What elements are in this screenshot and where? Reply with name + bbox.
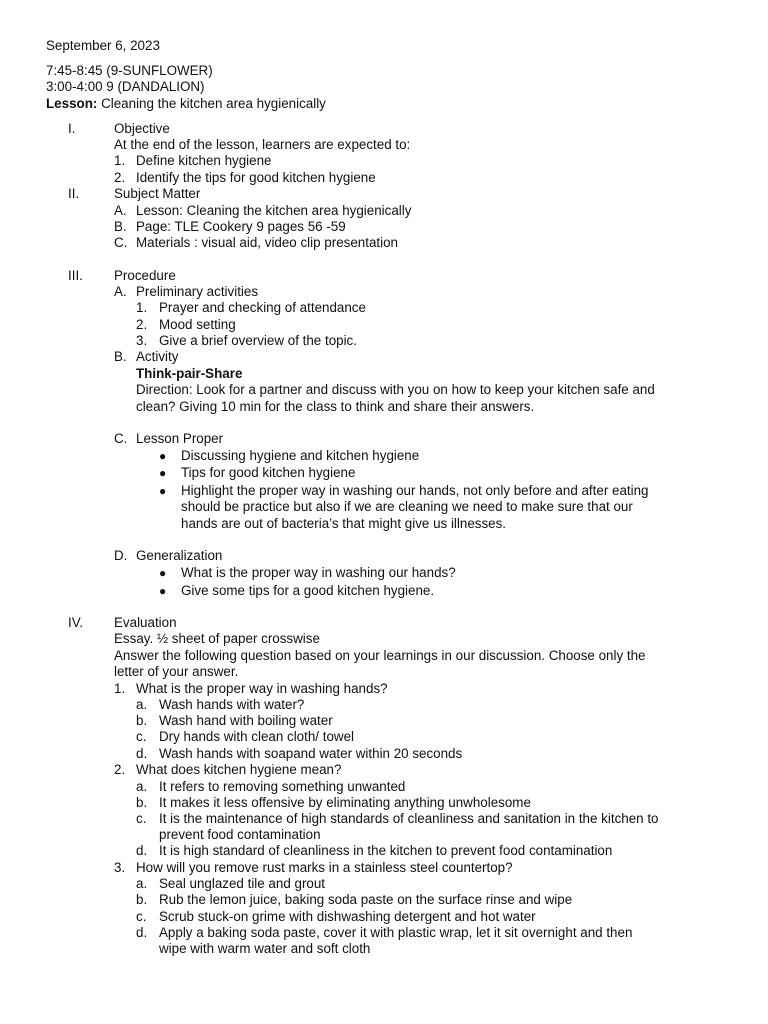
evaluation-essay-note: Essay. ½ sheet of paper crosswise bbox=[114, 631, 320, 646]
choice-text: It makes it less offensive by eliminating anything unwholesome bbox=[159, 795, 531, 810]
choice-letter: c. bbox=[136, 909, 147, 924]
list-marker: B. bbox=[114, 219, 127, 234]
choice-text: Scrub stuck-on grime with dishwashing detergent and hot water bbox=[159, 909, 536, 924]
preliminary-item: Prayer and checking of attendance bbox=[159, 300, 366, 315]
section-title-procedure: Procedure bbox=[114, 268, 176, 283]
subject-matter-item: Lesson: Cleaning the kitchen area hygienically bbox=[136, 203, 412, 218]
list-marker: A. bbox=[114, 203, 127, 218]
schedule-line: 3:00-4:00 9 (DANDALION) bbox=[46, 79, 205, 94]
choice-letter: c. bbox=[136, 729, 147, 744]
choice-text: It refers to removing something unwanted bbox=[159, 779, 406, 794]
list-marker: 1. bbox=[114, 153, 126, 168]
generalization-item: What is the proper way in washing our hands? bbox=[181, 565, 456, 580]
list-marker: D. bbox=[114, 548, 128, 563]
list-marker: C. bbox=[114, 431, 128, 446]
section-numeral: III. bbox=[68, 268, 83, 283]
section-title-evaluation: Evaluation bbox=[114, 615, 177, 630]
question-text: What is the proper way in washing hands? bbox=[136, 681, 388, 696]
choice-letter: d. bbox=[136, 925, 148, 940]
choice-text: Rub the lemon juice, baking soda paste on the surface rinse and wipe bbox=[159, 892, 573, 907]
section-title-objective: Objective bbox=[114, 121, 170, 136]
subsection-title-lesson-proper: Lesson Proper bbox=[136, 431, 224, 446]
subsection-title-preliminary: Preliminary activities bbox=[136, 284, 259, 299]
choice-text: Apply a baking soda paste, cover it with plastic wrap, let it sit overnight and then bbox=[159, 925, 633, 940]
lesson-proper-item: Tips for good kitchen hygiene bbox=[181, 465, 356, 480]
choice-text-continued: wipe with warm water and soft cloth bbox=[159, 941, 371, 956]
objective-item: Identify the tips for good kitchen hygiene bbox=[136, 170, 376, 185]
preliminary-item: Mood setting bbox=[159, 317, 236, 332]
activity-direction-line: Direction: Look for a partner and discuss with you on how to keep your kitchen safe and bbox=[136, 382, 655, 397]
lesson-proper-item: Discussing hygiene and kitchen hygiene bbox=[181, 448, 420, 463]
evaluation-instructions-line: letter of your answer. bbox=[114, 664, 239, 679]
schedule-line: 7:45-8:45 (9-SUNFLOWER) bbox=[46, 63, 213, 78]
choice-letter: d. bbox=[136, 746, 148, 761]
list-marker: 2. bbox=[114, 170, 126, 185]
section-numeral: I. bbox=[68, 121, 76, 136]
section-numeral: II. bbox=[68, 186, 80, 201]
choice-text: Wash hands with water? bbox=[159, 697, 305, 712]
bullet-icon: ● bbox=[159, 484, 167, 498]
choice-letter: b. bbox=[136, 713, 148, 728]
objective-item: Define kitchen hygiene bbox=[136, 153, 272, 168]
bullet-icon: ● bbox=[159, 566, 167, 580]
choice-letter: a. bbox=[136, 876, 148, 891]
lesson-proper-item-continued: should be practice but also if we are cleaning we need to make sure that our bbox=[181, 499, 633, 514]
lesson-title: Cleaning the kitchen area hygienically bbox=[101, 96, 326, 111]
activity-direction-line: clean? Giving 10 min for the class to think and share their answers. bbox=[136, 399, 535, 414]
question-text: How will you remove rust marks in a stainless steel countertop? bbox=[136, 860, 513, 875]
lesson-proper-item: Highlight the proper way in washing our hands, not only before and after eating bbox=[181, 483, 649, 498]
preliminary-item: Give a brief overview of the topic. bbox=[159, 333, 357, 348]
subject-matter-item: Page: TLE Cookery 9 pages 56 -59 bbox=[136, 219, 346, 234]
question-number: 2. bbox=[114, 762, 126, 777]
choice-letter: a. bbox=[136, 779, 148, 794]
choice-text: Dry hands with clean cloth/ towel bbox=[159, 729, 355, 744]
list-marker: 1. bbox=[136, 300, 148, 315]
subsection-title-generalization: Generalization bbox=[136, 548, 223, 563]
choice-text: Wash hand with boiling water bbox=[159, 713, 333, 728]
choice-text-continued: prevent food contamination bbox=[159, 827, 321, 842]
bullet-icon: ● bbox=[159, 466, 167, 480]
document-date: September 6, 2023 bbox=[46, 38, 160, 53]
lesson-label: Lesson: bbox=[46, 96, 98, 111]
question-text: What does kitchen hygiene mean? bbox=[136, 762, 342, 777]
evaluation-instructions-line: Answer the following question based on your learnings in our discussion. Choose only the bbox=[114, 648, 646, 663]
choice-text: Seal unglazed tile and grout bbox=[159, 876, 326, 891]
question-number: 1. bbox=[114, 681, 126, 696]
choice-letter: d. bbox=[136, 843, 148, 858]
choice-text: Wash hands with soapand water within 20 seconds bbox=[159, 746, 463, 761]
activity-name: Think-pair-Share bbox=[136, 366, 243, 381]
generalization-item: Give some tips for a good kitchen hygiene. bbox=[181, 583, 435, 598]
list-marker: A. bbox=[114, 284, 127, 299]
choice-text: It is high standard of cleanliness in the kitchen to prevent food contamination bbox=[159, 843, 613, 858]
choice-letter: c. bbox=[136, 811, 147, 826]
list-marker: 2. bbox=[136, 317, 148, 332]
question-number: 3. bbox=[114, 860, 126, 875]
list-marker: B. bbox=[114, 349, 127, 364]
subsection-title-activity: Activity bbox=[136, 349, 179, 364]
choice-letter: a. bbox=[136, 697, 148, 712]
objective-intro: At the end of the lesson, learners are expected to: bbox=[114, 137, 411, 152]
choice-letter: b. bbox=[136, 795, 148, 810]
choice-text: It is the maintenance of high standards of cleanliness and sanitation in the kitchen to bbox=[159, 811, 659, 826]
lesson-heading bbox=[46, 96, 326, 112]
bullet-icon: ● bbox=[159, 449, 167, 463]
bullet-icon: ● bbox=[159, 584, 167, 598]
subject-matter-item: Materials : visual aid, video clip presentation bbox=[136, 235, 398, 250]
choice-letter: b. bbox=[136, 892, 148, 907]
list-marker: C. bbox=[114, 235, 128, 250]
section-numeral: IV. bbox=[68, 615, 84, 630]
lesson-proper-item-continued: hands are out of bacteria’s that might give us illnesses. bbox=[181, 516, 507, 531]
list-marker: 3. bbox=[136, 333, 148, 348]
section-title-subject-matter: Subject Matter bbox=[114, 186, 201, 201]
